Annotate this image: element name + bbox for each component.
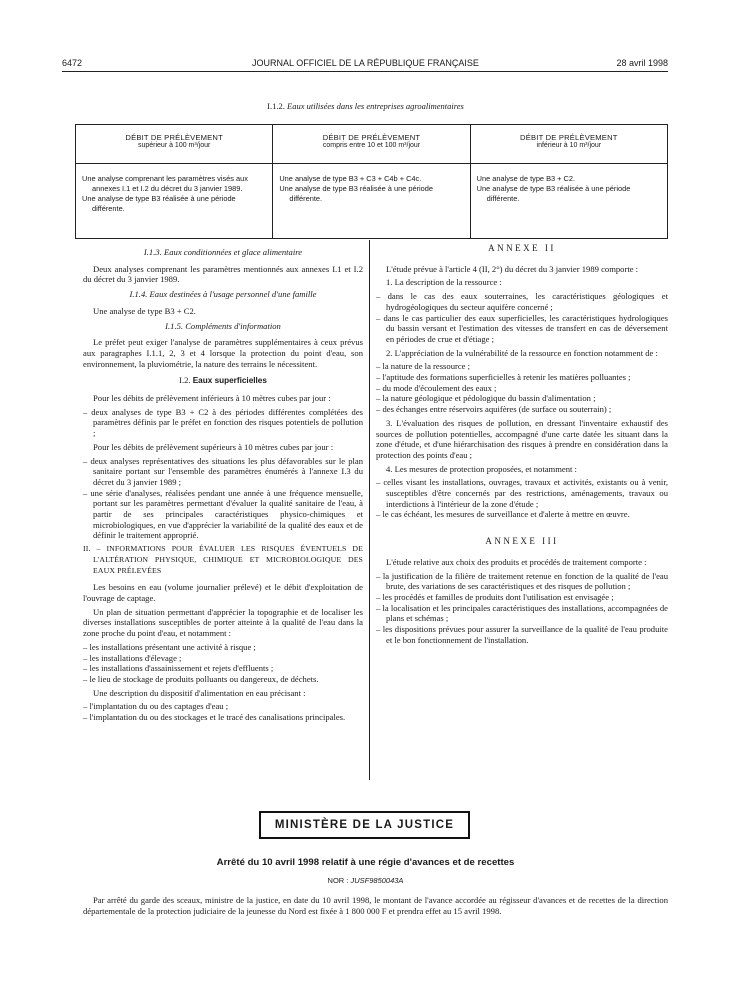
bullet-list	[83, 701, 363, 722]
list-item: – le lieu de stockage de produits polluants ou dangereux, de déchets.	[83, 674, 363, 685]
table-caption	[0, 101, 731, 111]
paragraph: L'étude relative aux choix des produits et procédés de traitement comporte :	[386, 556, 647, 567]
cell-line: Une analyse de type B3 réalisée à une période différente.	[476, 184, 631, 203]
table-cell	[76, 164, 273, 239]
nor-reference	[0, 876, 731, 885]
section-title-i2: Eaux superficielles	[192, 376, 267, 386]
list-item: – la nature de la ressource ;	[376, 361, 668, 372]
bullet-list	[376, 477, 668, 520]
list-item: – celles visant les installations, ouvrages, travaux et activités, existants ou à venir, susceptibles d'être concernés par des restrictions, aménagements, travaux ou interdictions à l'intérieur de la zone d'étude ;	[376, 477, 668, 509]
bullet-list	[376, 571, 668, 646]
annexe-ii-title: ANNEXE II	[488, 243, 556, 253]
list-item: – les installations présentant une activité à risque ;	[83, 642, 363, 653]
paragraph: Pour les débits de prélèvement inférieurs à 10 mètres cubes par jour :	[93, 393, 331, 404]
list-item: – dans le cas des eaux souterraines, les caractéristiques géologiques et hydrogéologiques du secteur aquifère concerné ;	[376, 291, 668, 312]
section-number-i2: I.2.	[179, 375, 191, 386]
list-item: – l'aptitude des formations superficielles à retenir les matières polluantes ;	[376, 372, 668, 383]
right-column	[376, 243, 668, 649]
paragraph: Un plan de situation permettant d'apprécier la topographie et de localiser les diverses installations susceptibles de porter atteinte à la qualité de l'eau dans la zone proche du point d'eau, et notamment :	[83, 606, 363, 639]
list-item: – le cas échéant, les mesures de surveillance et d'alerte à mettre en œuvre.	[376, 509, 668, 520]
section-title-i14: I.1.4. Eaux destinées à l'usage personnel d'une famille	[129, 289, 317, 300]
numbered-item: 4. Les mesures de protection proposées, et notamment :	[386, 463, 577, 474]
section-heading-ii: II. – INFORMATIONS POUR ÉVALUER LES RISQUES ÉVENTUELS DE L'ALTÉRATION PHYSIQUE, CHIMIQUE ET MICROBIOLOGIQUE DES EAUX PRÉLEVÉES	[83, 544, 363, 575]
paragraph: Pour les débits de prélèvement supérieurs à 10 mètres cubes par jour :	[93, 441, 334, 452]
page-number: 6472	[62, 58, 83, 68]
cell-line: Une analyse comprenant les paramètres visés aux annexes I.1 et I.2 du décret du 3 janvier 1989.	[82, 174, 248, 193]
header-rule	[62, 71, 668, 72]
paragraph: Une description du dispositif d'alimentation en eau précisant :	[93, 687, 306, 698]
numbered-item: 3. L'évaluation des risques de pollution, en dressant l'inventaire exhaustif des sources de pollution potentielles, accompagné d'une carte datée les situant dans la zone d'étude, et d'une hiérarchisation des risques à prendre en considération dans la protection des points d'eau ;	[376, 417, 668, 460]
arrete-title: Arrêté du 10 avril 1998 relatif à une régie d'avances et de recettes	[216, 857, 515, 868]
cell-line: Une analyse de type B3 + C3 + C4b + C4c.	[279, 174, 422, 183]
list-item: – dans le cas particulier des eaux superficielles, les caractéristiques hydrologiques du bassin versant et l'estimation des vitesses de transfert en cas de déversement en périodes de crue et d'étiage ;	[376, 313, 668, 345]
annexe-iii-title: ANNEXE III	[485, 536, 559, 547]
list-item: – les installations d'assainissement et rejets d'effluents ;	[83, 663, 363, 674]
arrete-body: Par arrêté du garde des sceaux, ministre de la justice, en date du 10 avril 1998, le montant de l'avance accordée au régisseur d'avances et de recettes de la direction départementale de la protection judiciaire de la jeunesse du Nord est fixée à 1 800 000 F et prendra effet au 15 avril 1998.	[83, 895, 668, 916]
column-title: DÉBIT DE PRÉLÈVEMENT	[520, 133, 618, 142]
nor-label: NOR :	[327, 876, 349, 885]
cell-line: Une analyse de type B3 + C2.	[476, 174, 576, 183]
cell-line: Une analyse de type B3 réalisée à une période différente.	[82, 194, 236, 213]
list-item: – une série d'analyses, réalisées pendant une année à une fréquence mensuelle, portant sur les paramètres permettant d'évaluer la qualité sanitaire de l'eau, à partir de ses principales caractéristiques physico-chimiques et microbiologiques, en vue d'apprécier la variabilité de la qualité des eaux et de définir le traitement approprié.	[83, 488, 363, 542]
list-item: – la localisation et les principales caractéristiques des installations, accompagnées de plans et schémas ;	[376, 603, 668, 624]
bullet-list	[83, 407, 363, 439]
column-subtitle: compris entre 10 et 100 m³/jour	[322, 142, 421, 149]
cell-line: Une analyse de type B3 réalisée à une période différente.	[279, 184, 433, 203]
ministry-heading-box	[259, 811, 470, 839]
list-item: – l'implantation du ou des captages d'eau ;	[83, 701, 363, 712]
list-item: – la nature géologique et pédologique du bassin d'alimentation ;	[376, 393, 668, 404]
list-item: – l'implantation du ou des stockages et le tracé des canalisations principales.	[83, 712, 363, 723]
list-item: – des échanges entre réservoirs aquifères (de surface ou souterrain) ;	[376, 404, 668, 415]
list-item: – les installations d'élevage ;	[83, 653, 363, 664]
section-heading-i2	[83, 375, 363, 387]
table-header-cell	[76, 125, 273, 164]
bullet-list	[83, 642, 363, 685]
section-text-i13: Deux analyses comprenant les paramètres mentionnés aux annexes I.1 et I.2 du décret du 3 janvier 1989.	[83, 263, 363, 285]
column-title: DÉBIT DE PRÉLÈVEMENT	[322, 133, 421, 142]
analysis-table	[75, 124, 668, 239]
list-item: – la justification de la filière de traitement retenue en fonction de la qualité de l'eau brute, des variations de ses caractéristiques et des risques de pollution ;	[376, 571, 668, 592]
section-title-i13: I.1.3. Eaux conditionnées et glace alimentaire	[143, 247, 303, 257]
section-title-i15: I.1.5. Compléments d'information	[165, 320, 281, 331]
list-item: – les procédés et familles de produits dont l'utilisation est envisagée ;	[376, 592, 668, 603]
table-cell	[273, 164, 470, 239]
table-cell	[470, 164, 667, 239]
column-subtitle: inférieur à 10 m³/jour	[536, 142, 602, 149]
column-subtitle: supérieur à 100 m³/jour	[137, 142, 211, 149]
table-header-cell	[273, 125, 470, 164]
list-item: – les dispositions prévues pour assurer la surveillance de la qualité de l'eau produite et le bon fonctionnement de l'installation.	[376, 624, 668, 645]
paragraph: L'étude prévue à l'article 4 (II, 2°) du décret du 3 janvier 1989 comporte :	[386, 263, 639, 274]
numbered-item: 2. L'appréciation de la vulnérabilité de la ressource en fonction notamment de :	[386, 347, 658, 358]
table-caption-text: Eaux utilisées dans les entreprises agroalimentaires	[287, 101, 464, 111]
bullet-list	[83, 456, 363, 542]
journal-title: JOURNAL OFFICIEL DE LA RÉPUBLIQUE FRANÇAISE	[252, 58, 479, 68]
left-column	[83, 243, 363, 726]
table-row	[76, 164, 668, 239]
bullet-list	[376, 361, 668, 415]
table-header-cell	[470, 125, 667, 164]
section-text-i14: Une analyse de type B3 + C2.	[93, 305, 196, 316]
paragraph: Les besoins en eau (volume journalier prélevé) et le débit d'exploitation de l'ouvrage de captage.	[83, 582, 363, 603]
list-item: – deux analyses représentatives des situations les plus défavorables sur le plan sanitaire portant sur l'ensemble des paramètres énumérés à l'annexe I.3 du décret du 3 janvier 1989 ;	[83, 456, 363, 488]
list-item: – deux analyses de type B3 + C2 à des périodes différentes complétées des paramètres définis par le préfet en fonction des risques potentiels de pollution ;	[83, 407, 363, 439]
issue-date: 28 avril 1998	[616, 58, 668, 68]
table-header-row	[76, 125, 668, 164]
ministry-heading: MINISTÈRE DE LA JUSTICE	[274, 819, 455, 831]
table-caption-number: I.1.2.	[267, 101, 285, 111]
column-divider	[369, 240, 370, 780]
column-title: DÉBIT DE PRÉLÈVEMENT	[125, 133, 223, 142]
numbered-item: 1. La description de la ressource :	[386, 277, 502, 288]
list-item: – du mode d'écoulement des eaux ;	[376, 383, 668, 394]
section-text-i15: Le préfet peut exiger l'analyse de paramètres supplémentaires à ceux prévus aux paragraphes I.1.1, 2, 3 et 4 lorsque la protection du point d'eau, son environnement, la pluviométrie, la nature des terrains le nécessitent.	[83, 337, 363, 369]
bullet-list	[376, 291, 668, 345]
nor-code: JUSF9850043A	[350, 876, 404, 885]
